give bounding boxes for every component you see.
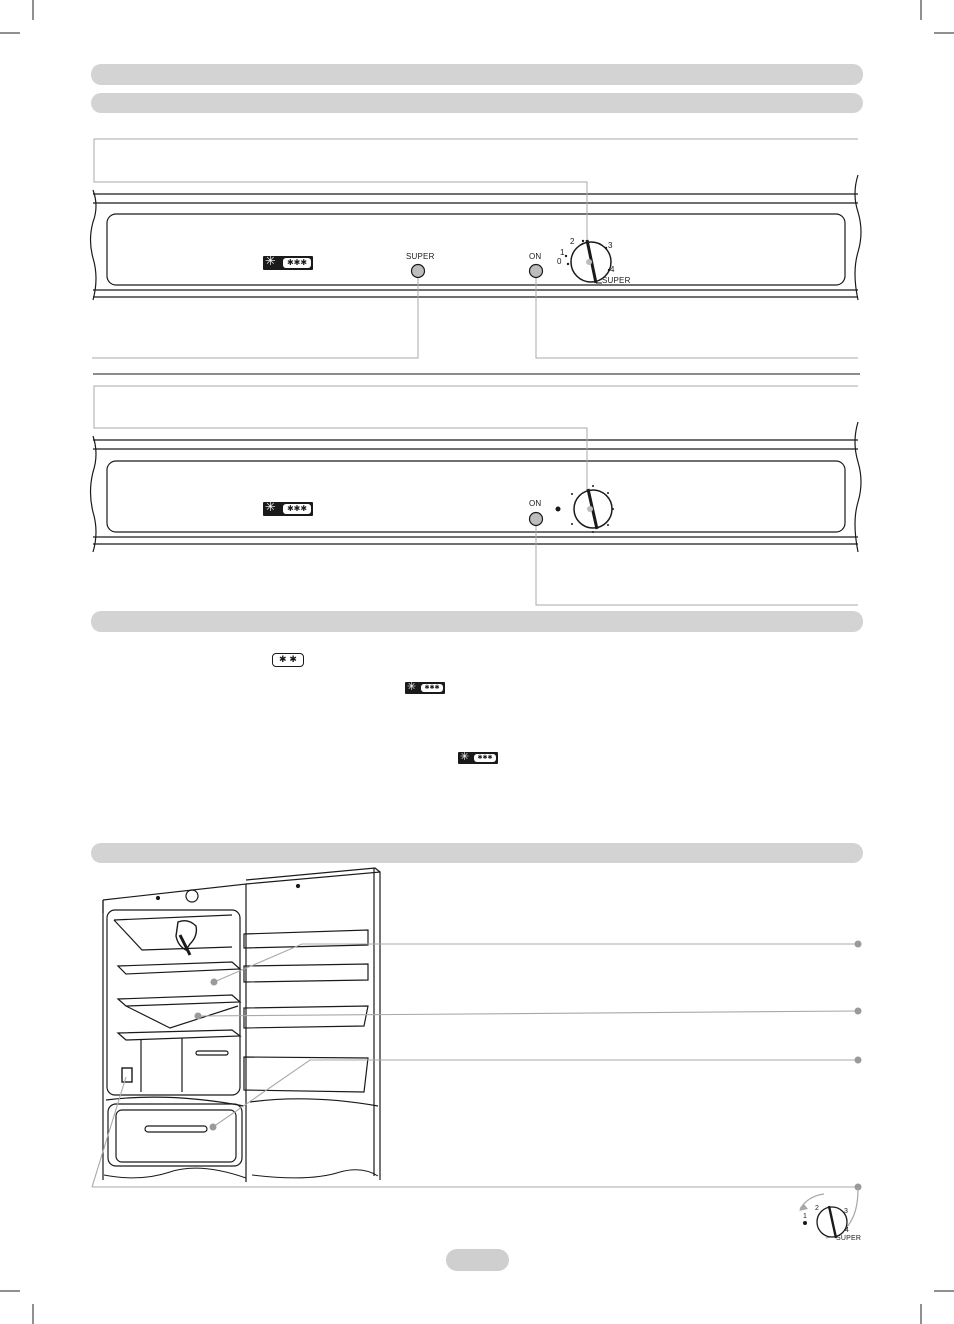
legend-dial-mark-1: 1 xyxy=(803,1213,808,1220)
dial-mark-3: 3 xyxy=(608,241,613,250)
leader-lines-fridge xyxy=(92,944,858,1187)
freezer-badge-icon: ✳ ✱✱✱ xyxy=(458,752,498,764)
dial-mark-2: 2 xyxy=(570,237,575,246)
super-label: SUPER xyxy=(406,252,435,261)
control-panel-top xyxy=(91,175,862,300)
thermostat-dial-bottom xyxy=(556,485,615,533)
dial-super-label: SUPER xyxy=(602,276,631,285)
control-panel-bottom xyxy=(91,422,862,552)
fridge-illustration xyxy=(103,868,380,1182)
on-label-bottom: ON xyxy=(529,499,542,508)
super-button xyxy=(412,265,425,278)
legend-dial-mark-4: 4 xyxy=(845,1227,850,1234)
leader-lines-top xyxy=(92,139,858,358)
on-indicator xyxy=(530,265,543,278)
legend-dial xyxy=(799,1189,858,1238)
dial-mark-4: 4 xyxy=(610,265,615,274)
dial-mark-0: 0 xyxy=(557,257,562,266)
on-label: ON xyxy=(529,252,542,261)
callout-dots xyxy=(195,941,862,1191)
two-star-icon: ✱ ✱ xyxy=(272,653,304,667)
leader-lines-bottom xyxy=(94,386,858,605)
freezer-badge-icon: ✳ ✱✱✱ xyxy=(263,502,313,516)
dial-mark-1: 1 xyxy=(560,248,565,257)
legend-dial-mark-3: 3 xyxy=(844,1208,849,1215)
legend-dial-super-label: SUPER xyxy=(836,1235,862,1242)
legend-dial-mark-2: 2 xyxy=(815,1205,820,1212)
freezer-badge-icon: ✳ ✱✱✱ xyxy=(405,682,445,694)
freezer-badge-icon: ✳ ✱✱✱ xyxy=(263,256,313,270)
on-indicator-bottom xyxy=(530,513,543,526)
